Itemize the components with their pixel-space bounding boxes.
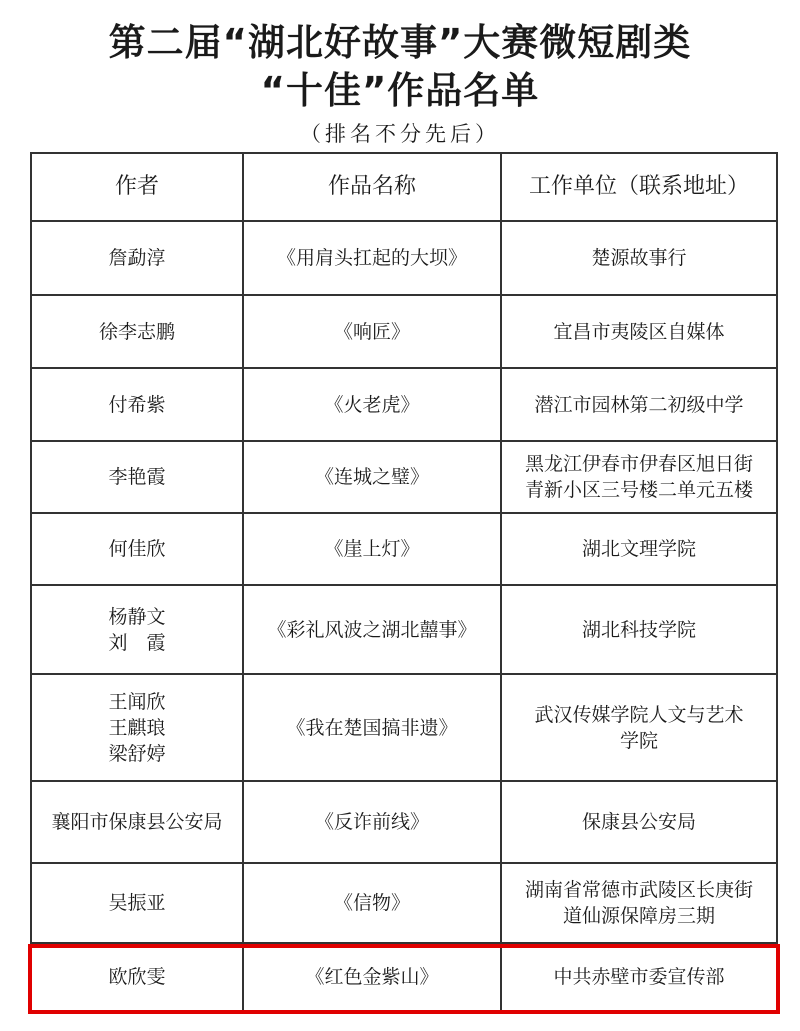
table-row	[31, 585, 777, 674]
table-row	[31, 221, 777, 295]
work-title-cell: 《连城之璧》	[243, 441, 501, 513]
header-author: 作者	[31, 153, 243, 221]
unit-cell: 湖南省常德市武陵区长庚街 道仙源保障房三期	[501, 863, 777, 943]
unit-cell: 湖北科技学院	[501, 585, 777, 674]
document-subtitle: （排名不分先后）	[300, 122, 500, 146]
unit-cell: 武汉传媒学院人文与艺术 学院	[501, 674, 777, 781]
work-title-cell: 《火老虎》	[243, 368, 501, 441]
table-row	[31, 781, 777, 863]
header-work: 作品名称	[243, 153, 501, 221]
table-row	[31, 863, 777, 943]
table-row	[31, 295, 777, 368]
unit-cell: 楚源故事行	[501, 221, 777, 295]
author-cell: 徐李志鹏	[31, 295, 243, 368]
table-row	[31, 368, 777, 441]
unit-cell: 保康县公安局	[501, 781, 777, 863]
work-title-cell: 《彩礼风波之湖北囍事》	[243, 585, 501, 674]
work-title-cell: 《响匠》	[243, 295, 501, 368]
work-title-cell: 《信物》	[243, 863, 501, 943]
author-cell: 詹勐淳	[31, 221, 243, 295]
table-row	[31, 674, 777, 781]
header-unit: 工作单位（联系地址）	[501, 153, 777, 221]
author-cell: 吴振亚	[31, 863, 243, 943]
winners-table	[30, 152, 778, 1012]
author-cell: 襄阳市保康县公安局	[31, 781, 243, 863]
author-cell: 李艳霞	[31, 441, 243, 513]
unit-cell: 中共赤壁市委宣传部	[501, 943, 777, 1011]
work-title-cell: 《我在楚国搞非遗》	[243, 674, 501, 781]
work-title-cell: 《反诈前线》	[243, 781, 501, 863]
author-cell: 付希紫	[31, 368, 243, 441]
document-title-line1: 第二届“湖北好故事”大赛微短剧类	[108, 21, 692, 64]
document-title-line2: “十佳”作品名单	[260, 69, 540, 112]
author-cell: 杨静文 刘 霞	[31, 585, 243, 674]
table-header-row	[31, 153, 777, 221]
author-cell: 何佳欣	[31, 513, 243, 585]
table-row	[31, 943, 777, 1011]
unit-cell: 宜昌市夷陵区自媒体	[501, 295, 777, 368]
unit-cell: 潜江市园林第二初级中学	[501, 368, 777, 441]
author-cell: 欧欣雯	[31, 943, 243, 1011]
unit-cell: 湖北文理学院	[501, 513, 777, 585]
table-row	[31, 513, 777, 585]
work-title-cell: 《红色金紫山》	[243, 943, 501, 1011]
unit-cell: 黑龙江伊春市伊春区旭日街 青新小区三号楼二单元五楼	[501, 441, 777, 513]
work-title-cell: 《崖上灯》	[243, 513, 501, 585]
author-cell: 王闻欣 王麒琅 梁舒婷	[31, 674, 243, 781]
work-title-cell: 《用肩头扛起的大坝》	[243, 221, 501, 295]
table-row	[31, 441, 777, 513]
